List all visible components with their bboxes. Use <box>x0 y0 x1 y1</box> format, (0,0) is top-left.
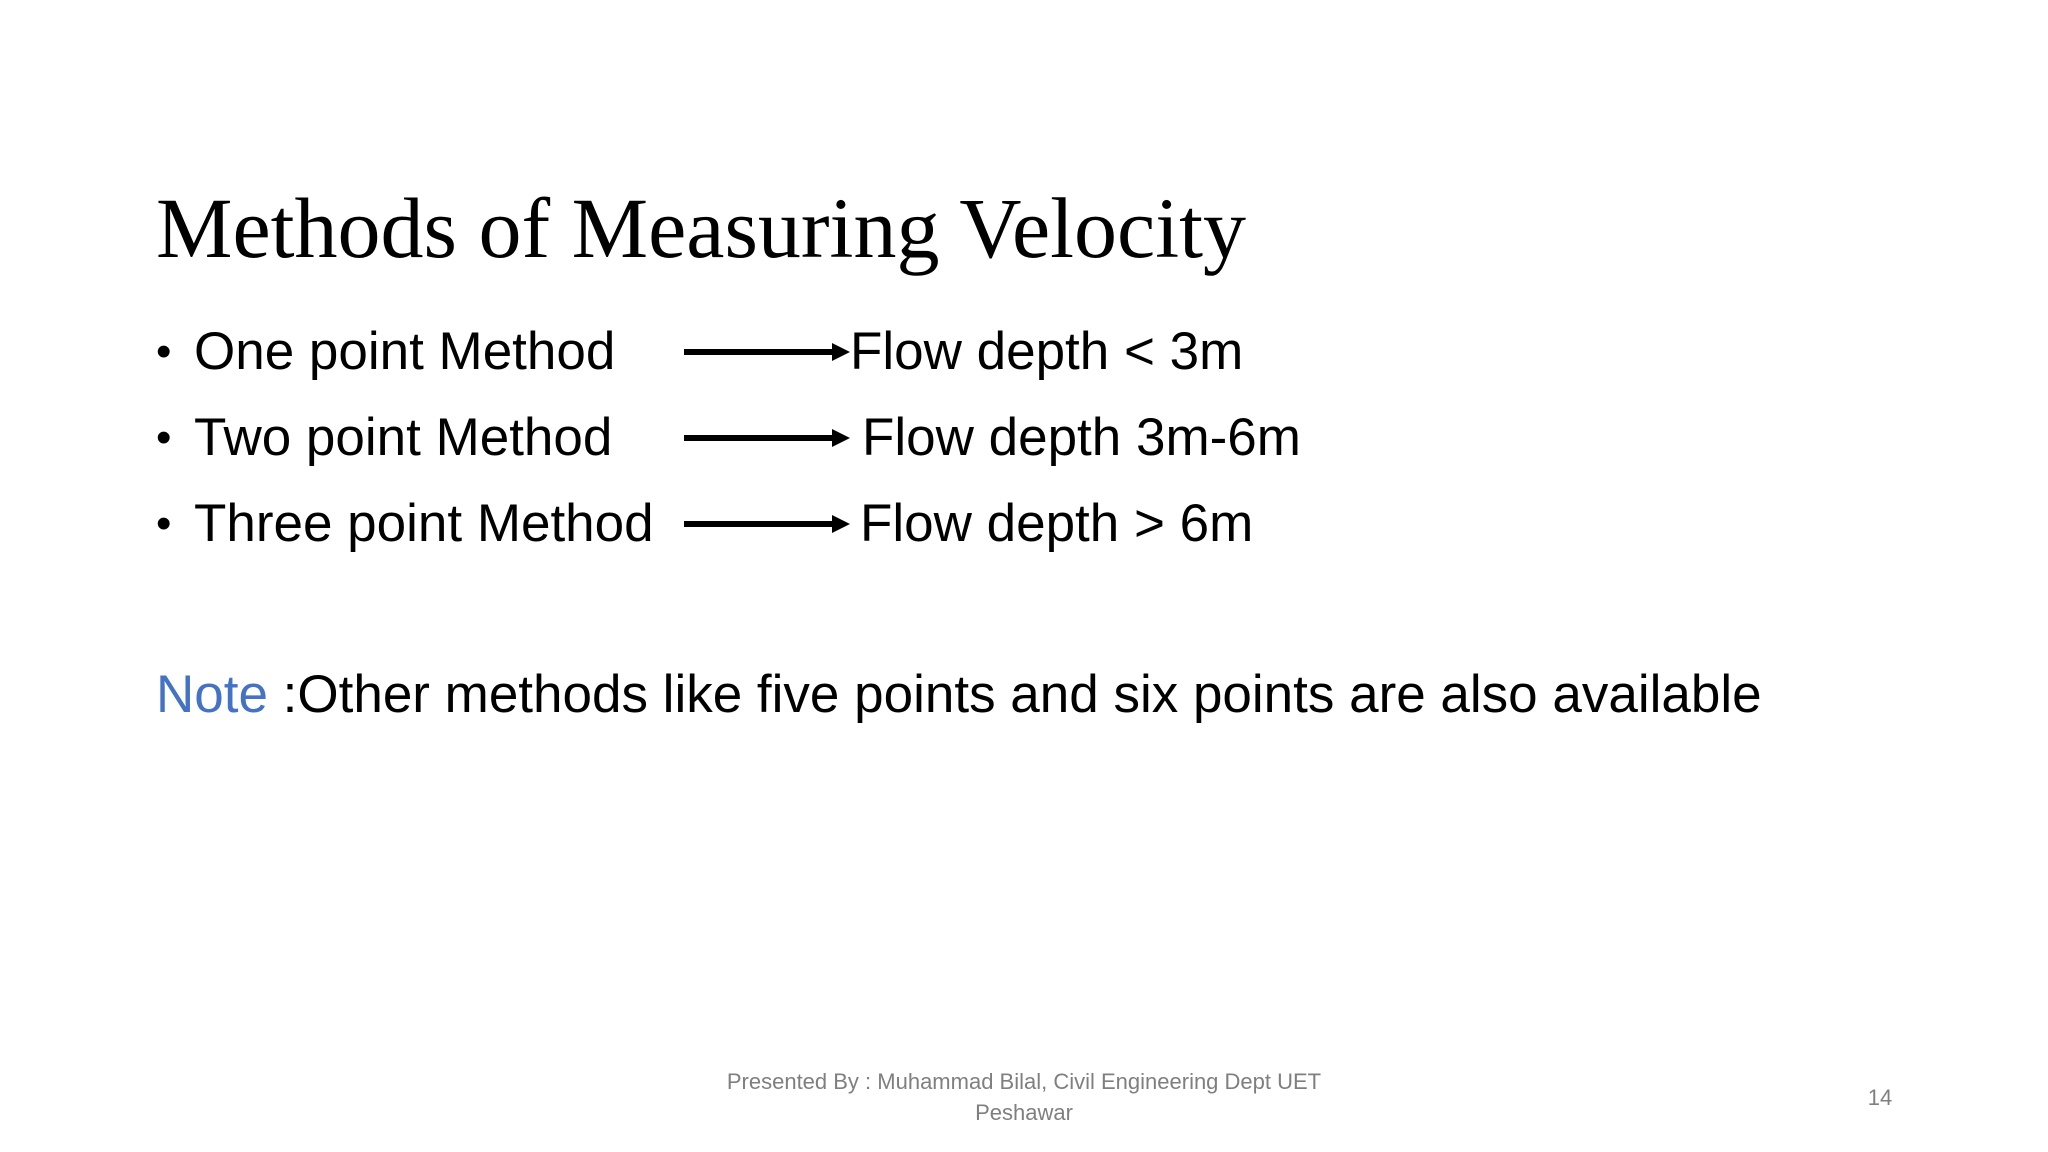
method-list <box>156 312 1456 582</box>
method-row-one-point <box>156 312 1456 392</box>
note-label: Note <box>156 665 268 724</box>
footer-line-1: Presented By : Muhammad Bilal, Civil Engineering Dept UET <box>726 1069 1322 1094</box>
slide-page-number: 14 <box>1867 1085 1893 1110</box>
bullet-marker: • <box>156 327 172 376</box>
slide-title: Methods of Measuring Velocity <box>156 180 1246 276</box>
right-arrow-icon <box>684 513 850 535</box>
method-row-two-point <box>156 398 1456 478</box>
bullet-marker: • <box>156 413 172 462</box>
flow-depth-label: Flow depth < 3m <box>850 322 1244 381</box>
right-arrow-icon <box>684 427 850 449</box>
method-label: One point Method <box>194 322 616 381</box>
method-label: Three point Method <box>194 494 654 553</box>
slide-footer <box>690 1066 1358 1128</box>
flow-depth-label: Flow depth > 6m <box>860 494 1254 553</box>
note-paragraph <box>156 655 1762 735</box>
bullet-marker: • <box>156 499 172 548</box>
right-arrow-icon <box>684 341 850 363</box>
flow-depth-label: Flow depth 3m-6m <box>862 408 1301 467</box>
note-text: :Other methods like five points and six points are also available <box>267 665 1762 724</box>
method-row-three-point <box>156 484 1456 564</box>
method-label: Two point Method <box>194 408 613 467</box>
footer-line-2: Peshawar <box>975 1100 1073 1125</box>
